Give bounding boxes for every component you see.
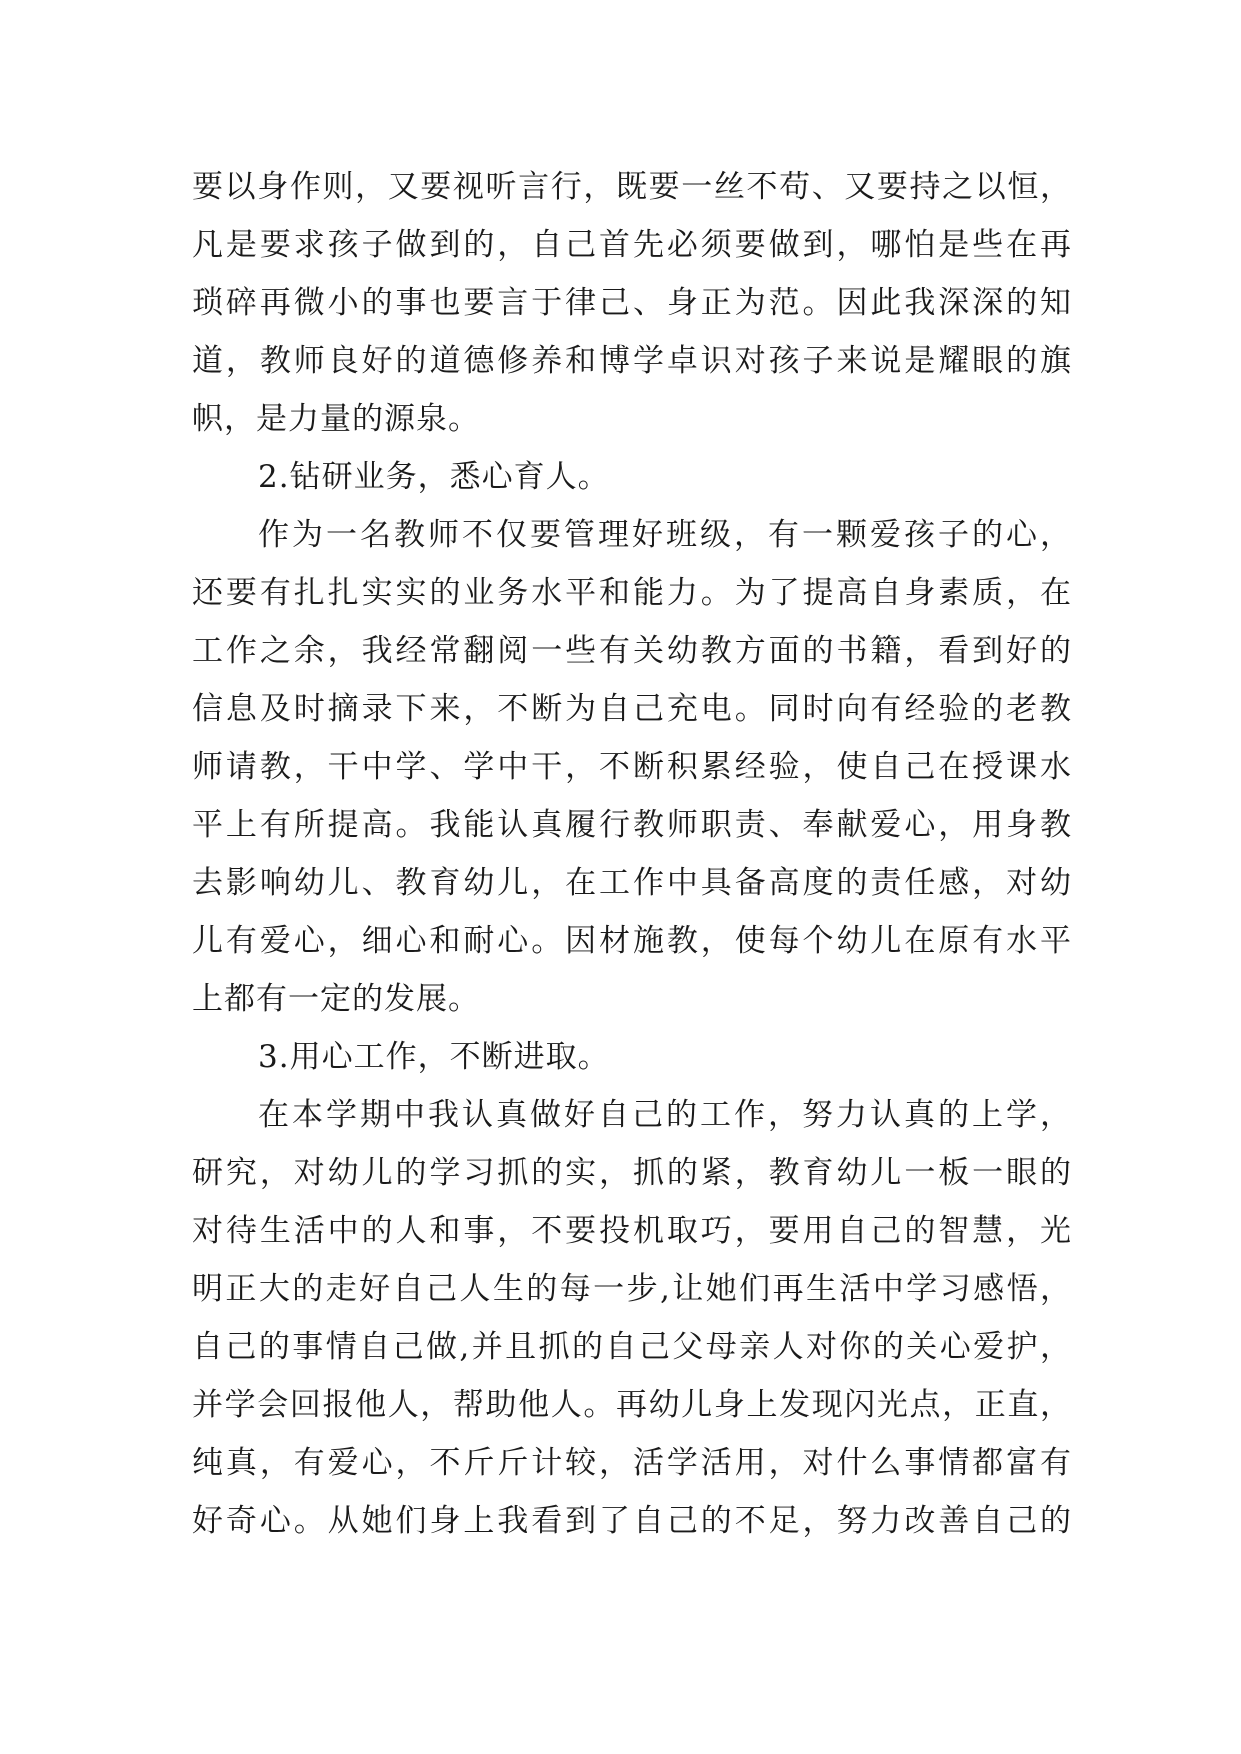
- document-body: [192, 158, 1072, 1550]
- body-text-line: 师请教，干中学、学中干，不断积累经验，使自己在授课水: [192, 749, 1072, 785]
- body-text-line: 儿有爱心，细心和耐心。因材施教，使每个幼儿在原有水平: [192, 923, 1072, 959]
- body-text-line: 要以身作则，又要视听言行，既要一丝不苟、又要持之以恒，: [192, 169, 1072, 205]
- paragraph-first-line: 在本学期中我认真做好自己的工作，努力认真的上学，: [258, 1097, 1072, 1133]
- body-text-line: 凡是要求孩子做到的，自己首先必须要做到，哪怕是些在再: [192, 227, 1072, 263]
- body-text-line: 道，教师良好的道德修养和博学卓识对孩子来说是耀眼的旗: [192, 343, 1072, 379]
- body-text-line: 并学会回报他人，帮助他人。再幼儿身上发现闪光点，正直，: [192, 1387, 1072, 1423]
- section-heading: 3.用心工作，不断进取。: [258, 1039, 610, 1075]
- body-text-line: 工作之余，我经常翻阅一些有关幼教方面的书籍，看到好的: [192, 633, 1072, 669]
- body-text-line: 自己的事情自己做,并且抓的自己父母亲人对你的关心爱护，: [192, 1329, 1072, 1365]
- body-text-line: 还要有扎扎实实的业务水平和能力。为了提高自身素质，在: [192, 575, 1072, 611]
- paragraph-first-line: 作为一名教师不仅要管理好班级，有一颗爱孩子的心，: [258, 517, 1072, 553]
- body-text-line: 好奇心。从她们身上我看到了自己的不足，努力改善自己的: [192, 1503, 1072, 1539]
- body-text-line: 琐碎再微小的事也要言于律己、身正为范。因此我深深的知: [192, 285, 1072, 321]
- body-text-line: 帜，是力量的源泉。: [192, 401, 480, 437]
- section-heading: 2.钻研业务，悉心育人。: [258, 459, 610, 495]
- body-text-line: 去影响幼儿、教育幼儿，在工作中具备高度的责任感，对幼: [192, 865, 1072, 901]
- body-text-line: 信息及时摘录下来，不断为自己充电。同时向有经验的老教: [192, 691, 1072, 727]
- body-text-line: 平上有所提高。我能认真履行教师职责、奉献爱心，用身教: [192, 807, 1072, 843]
- body-text-line: 明正大的走好自己人生的每一步,让她们再生活中学习感悟，: [192, 1271, 1072, 1307]
- body-text-line: 上都有一定的发展。: [192, 981, 480, 1017]
- body-text-line: 研究，对幼儿的学习抓的实，抓的紧，教育幼儿一板一眼的: [192, 1155, 1072, 1191]
- body-text-line: 对待生活中的人和事，不要投机取巧，要用自己的智慧，光: [192, 1213, 1072, 1249]
- body-text-line: 纯真，有爱心，不斤斤计较，活学活用，对什么事情都富有: [192, 1445, 1072, 1481]
